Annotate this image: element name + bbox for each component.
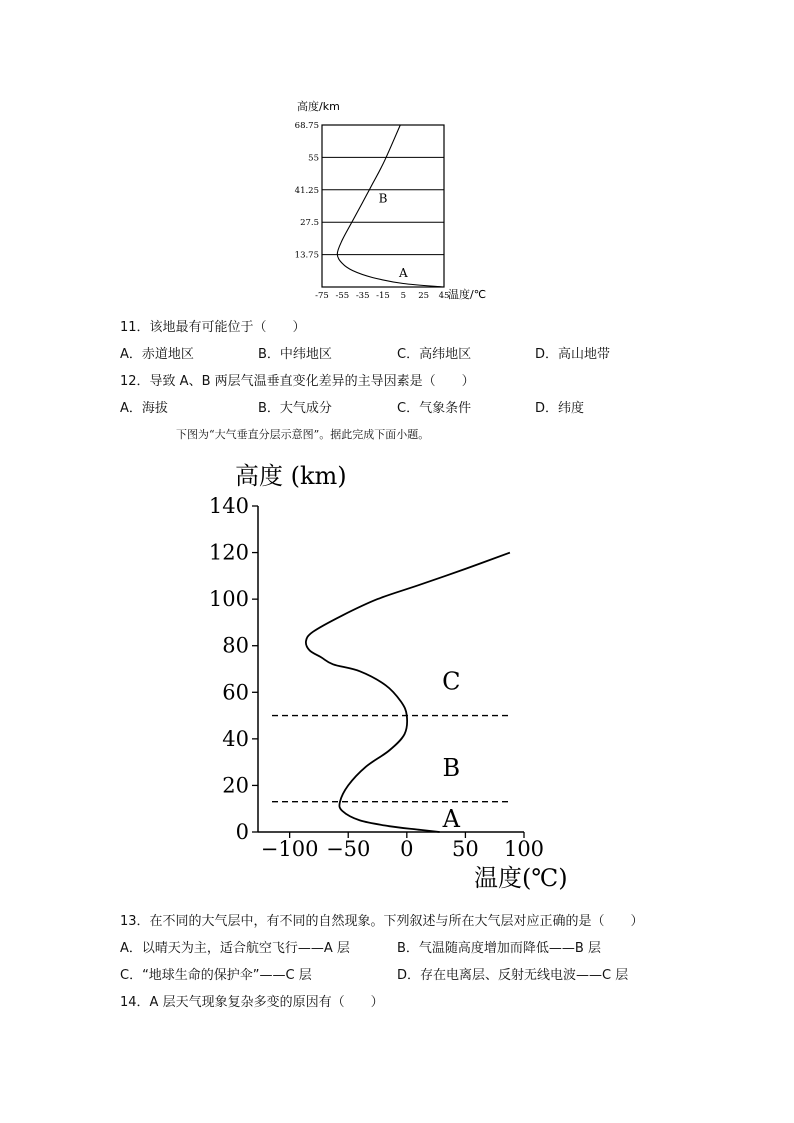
chart2-x-tick-label: −100 bbox=[260, 837, 319, 861]
question-13-option-b[interactable]: B．气温随高度增加而降低——B 层 bbox=[397, 941, 601, 956]
chart2-xlabel: 温度(℃) bbox=[474, 864, 568, 892]
question-12-option-b[interactable]: B．大气成分 bbox=[258, 401, 332, 416]
chart2-y-tick-label: 60 bbox=[222, 680, 249, 705]
chart1-frame bbox=[322, 125, 444, 287]
chart1-y-tick-label: 13.75 bbox=[294, 250, 319, 261]
chart2-y-tick-label: 40 bbox=[222, 726, 249, 751]
chart1-x-tick-label: -15 bbox=[376, 291, 390, 301]
question-12-option-d[interactable]: D．纬度 bbox=[535, 401, 585, 416]
question-11-option-b[interactable]: B．中纬地区 bbox=[258, 347, 332, 362]
chart1-x-ticks bbox=[315, 291, 449, 301]
chart2-ylabel: 高度 (km) bbox=[235, 462, 347, 490]
chart2-y-tick-label: 20 bbox=[222, 773, 249, 798]
chart2-x-tick-label: 0 bbox=[400, 837, 414, 861]
chart2-layer-label: A bbox=[442, 805, 461, 834]
chart1-y-tick-label: 68.75 bbox=[294, 121, 319, 131]
chart1-y-tick-label: 55 bbox=[308, 153, 319, 164]
chart1-y-tick-label: 41.25 bbox=[294, 185, 319, 196]
chart1-y-tick-label: 27.5 bbox=[300, 218, 319, 229]
chart1-annotations bbox=[379, 192, 408, 280]
question-13-option-d[interactable]: D．存在电离层、反射无线电波——C 层 bbox=[397, 968, 629, 983]
chart1-x-tick-label: -75 bbox=[315, 291, 329, 301]
question-11-option-a[interactable]: A．赤道地区 bbox=[120, 347, 194, 362]
chart2-x-tick-label: 50 bbox=[452, 837, 479, 861]
chart1-x-tick-label: 45 bbox=[438, 291, 450, 301]
chart1-ylabel: 高度/km bbox=[297, 100, 340, 113]
chart1-layer-label: B bbox=[378, 191, 388, 206]
chart1-y-ticks bbox=[295, 121, 319, 261]
chart2-layer-label: B bbox=[442, 753, 461, 782]
chart2-layer-label: C bbox=[442, 667, 461, 696]
question-12-option-c[interactable]: C．气象条件 bbox=[397, 401, 472, 416]
chart2-y-tick-label: 0 bbox=[235, 820, 249, 844]
chart-1 bbox=[280, 92, 520, 307]
chart2-x-ticks bbox=[261, 832, 544, 861]
chart2-y-tick-label: 100 bbox=[208, 587, 249, 612]
chart1-x-tick-label: 25 bbox=[418, 291, 430, 301]
question-14-stem: 14．A 层天气现象复杂多变的原因有（ ） bbox=[120, 995, 384, 1010]
question-12-option-a[interactable]: A．海拔 bbox=[120, 401, 168, 416]
chart2-temperature-curve bbox=[306, 553, 510, 832]
chart-2 bbox=[190, 452, 610, 897]
chart2-y-tick-label: 140 bbox=[208, 494, 249, 518]
chart2-x-tick-label: −50 bbox=[326, 837, 371, 861]
chart2-y-tick-label: 80 bbox=[222, 633, 249, 658]
chart2-y-tick-label: 120 bbox=[208, 540, 249, 565]
chart2-x-tick-label: 100 bbox=[503, 837, 545, 861]
question-13-stem: 13．在不同的大气层中，有不同的自然现象。下列叙述与所在大气层对应正确的是（ ） bbox=[120, 914, 644, 929]
chart1-x-tick-label: 5 bbox=[400, 291, 407, 301]
chart2-layer-boundaries bbox=[272, 716, 510, 802]
chart2-y-ticks bbox=[209, 494, 258, 844]
chart1-temperature-curve bbox=[337, 125, 443, 287]
chart1-layer-label: A bbox=[398, 265, 408, 280]
question-11-option-c[interactable]: C．高纬地区 bbox=[397, 347, 472, 362]
chart1-x-tick-label: -35 bbox=[355, 291, 370, 301]
chart1-x-tick-label: -55 bbox=[335, 291, 350, 301]
question-11-option-d[interactable]: D．高山地带 bbox=[535, 347, 611, 362]
chart2-annotations bbox=[442, 668, 461, 833]
question-13-option-a[interactable]: A．以晴天为主，适合航空飞行——A 层 bbox=[120, 941, 350, 956]
chart1-grid bbox=[322, 157, 444, 254]
section-intro: 下图为“大气垂直分层示意图”。据此完成下面小题。 bbox=[176, 428, 430, 441]
question-12-stem: 12．导致 A、B 两层气温垂直变化差异的主导因素是（ ） bbox=[120, 374, 475, 389]
chart2-axes bbox=[258, 506, 524, 832]
chart1-xlabel: 温度/℃ bbox=[448, 288, 487, 301]
question-13-option-c[interactable]: C．“地球生命的保护伞”——C 层 bbox=[120, 968, 312, 983]
question-11-stem: 11．该地最有可能位于（ ） bbox=[120, 320, 306, 335]
